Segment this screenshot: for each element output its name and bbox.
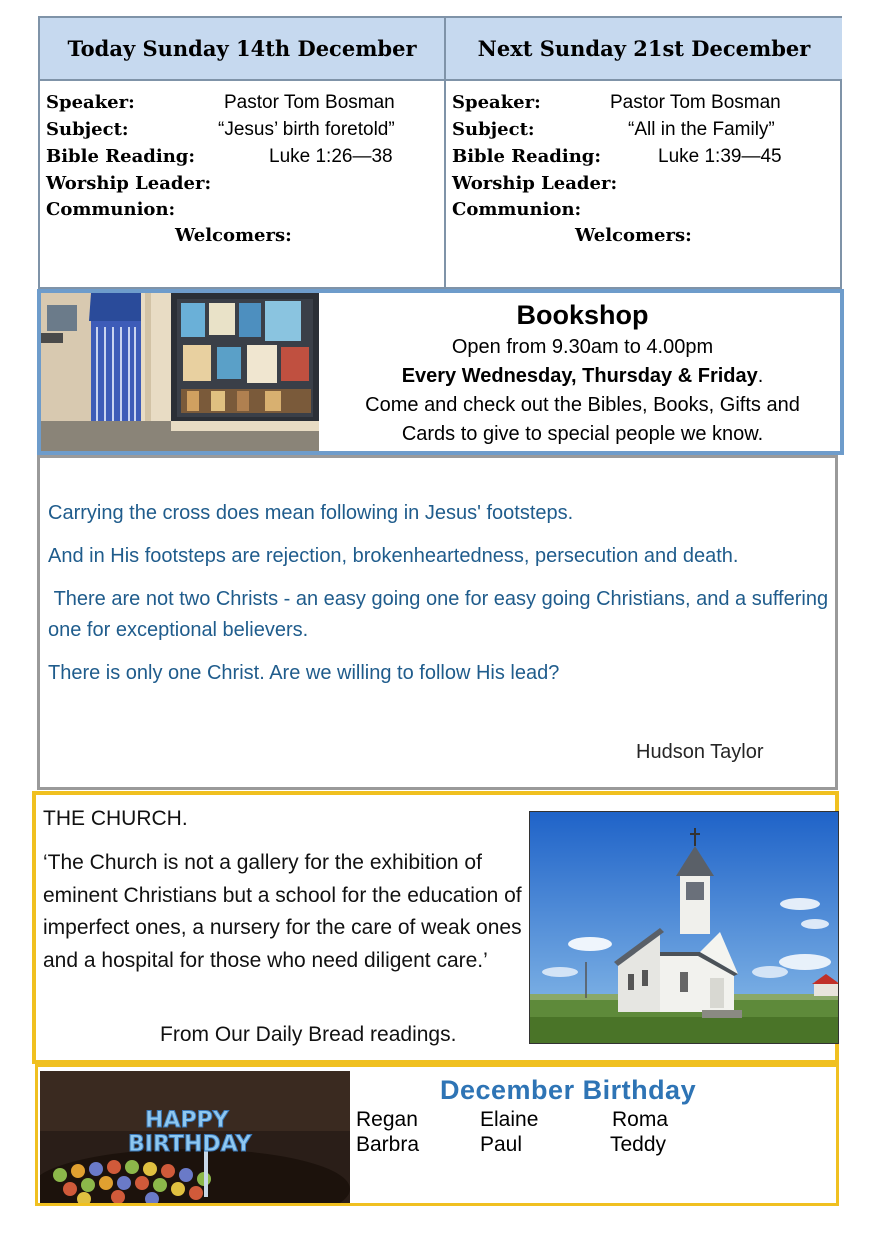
today-reading: Luke 1:26—38 (269, 146, 393, 167)
next-communion-row (452, 196, 842, 222)
welcomers-label: Welcomers: (175, 225, 292, 246)
church-photo (529, 811, 839, 1044)
next-subject: “All in the Family” (628, 119, 775, 140)
cake-topper-birthday: BIRTHDAY (128, 1132, 252, 1157)
next-speaker: Pastor Tom Bosman (610, 92, 781, 113)
reading-label: Bible Reading: (452, 146, 602, 167)
today-speaker-row (46, 89, 444, 116)
cake-topper-happy: HAPPY (145, 1108, 229, 1133)
reading-label: Bible Reading: (46, 146, 196, 167)
communion-label: Communion: (46, 199, 176, 220)
bookshop-days: Every Wednesday, Thursday & Friday (401, 365, 758, 387)
today-communion-row (46, 196, 444, 222)
birthday-name: Barbra (356, 1133, 420, 1156)
next-details (446, 81, 842, 287)
today-heading: Today Sunday 14th December (40, 18, 446, 81)
bookshop-text (325, 297, 840, 449)
quote-paragraph-2: And in His footsteps are rejection, brokenheartedness, persecution and death. (48, 545, 739, 567)
church-quote: ‘The Church is not a gallery for the exhibition of eminent Christians but a school for the education of imperfect ones, a nursery for the care of weak ones and a hospital for those who need diligent care.’ (43, 851, 522, 972)
next-worship-row (452, 170, 842, 196)
next-heading: Next Sunday 21st December (446, 18, 842, 81)
church-source: From Our Daily Bread readings. (160, 1023, 457, 1046)
today-subject: “Jesus’ birth foretold” (218, 119, 395, 140)
quote-panel (37, 455, 838, 790)
bookshop-hours: Open from 9.30am to 4.00pm (451, 336, 714, 358)
bookshop-line-1: Come and check out the Bibles, Books, Gifts and (365, 394, 800, 416)
next-subject-row (452, 116, 842, 143)
welcomers-label: Welcomers: (575, 225, 692, 246)
today-welcomers-row (46, 222, 444, 249)
quote-paragraph-3: There are not two Christs - an easy going one for easy going Christians, and a suffering one for exceptional believers. (48, 588, 834, 641)
bookshop-days-line (325, 362, 840, 391)
next-welcomers-row (452, 222, 842, 249)
quote-author: Hudson Taylor (636, 741, 764, 763)
church-heading: THE CHURCH. (43, 807, 188, 830)
today-reading-row (46, 143, 444, 170)
birthday-title: December Birthday (440, 1075, 697, 1105)
communion-label: Communion: (452, 199, 582, 220)
today-worship-row (46, 170, 444, 196)
today-speaker: Pastor Tom Bosman (224, 92, 395, 113)
bookshop-storefront-image (41, 293, 319, 451)
birthday-name: Teddy (610, 1133, 667, 1156)
subject-label: Subject: (452, 119, 535, 140)
birthday-panel (35, 1064, 839, 1206)
church-panel (32, 791, 839, 1064)
next-speaker-row (452, 89, 842, 116)
birthday-name: Elaine (480, 1108, 539, 1131)
bookshop-line-2: Cards to give to special people we know. (401, 423, 764, 445)
bookshop-days-end: . (757, 365, 764, 387)
speaker-label: Speaker: (46, 92, 135, 113)
today-details (40, 81, 446, 287)
bookshop-panel (37, 289, 844, 455)
speaker-label: Speaker: (452, 92, 541, 113)
today-subject-row (46, 116, 444, 143)
quote-paragraph-4: There is only one Christ. Are we willing to follow His lead? (48, 662, 560, 684)
worship-leader-label: Worship Leader: (452, 173, 618, 194)
birthday-name: Roma (612, 1108, 669, 1131)
next-reading: Luke 1:39—45 (658, 146, 782, 167)
quote-paragraph-1: Carrying the cross does mean following in Jesus' footsteps. (48, 502, 574, 524)
birthday-name: Regan (356, 1108, 418, 1131)
bookshop-title: Bookshop (516, 300, 649, 330)
subject-label: Subject: (46, 119, 129, 140)
birthday-cake-image (40, 1071, 350, 1203)
birthday-name: Paul (480, 1133, 523, 1156)
next-reading-row (452, 143, 842, 170)
worship-leader-label: Worship Leader: (46, 173, 212, 194)
service-table (38, 16, 842, 289)
